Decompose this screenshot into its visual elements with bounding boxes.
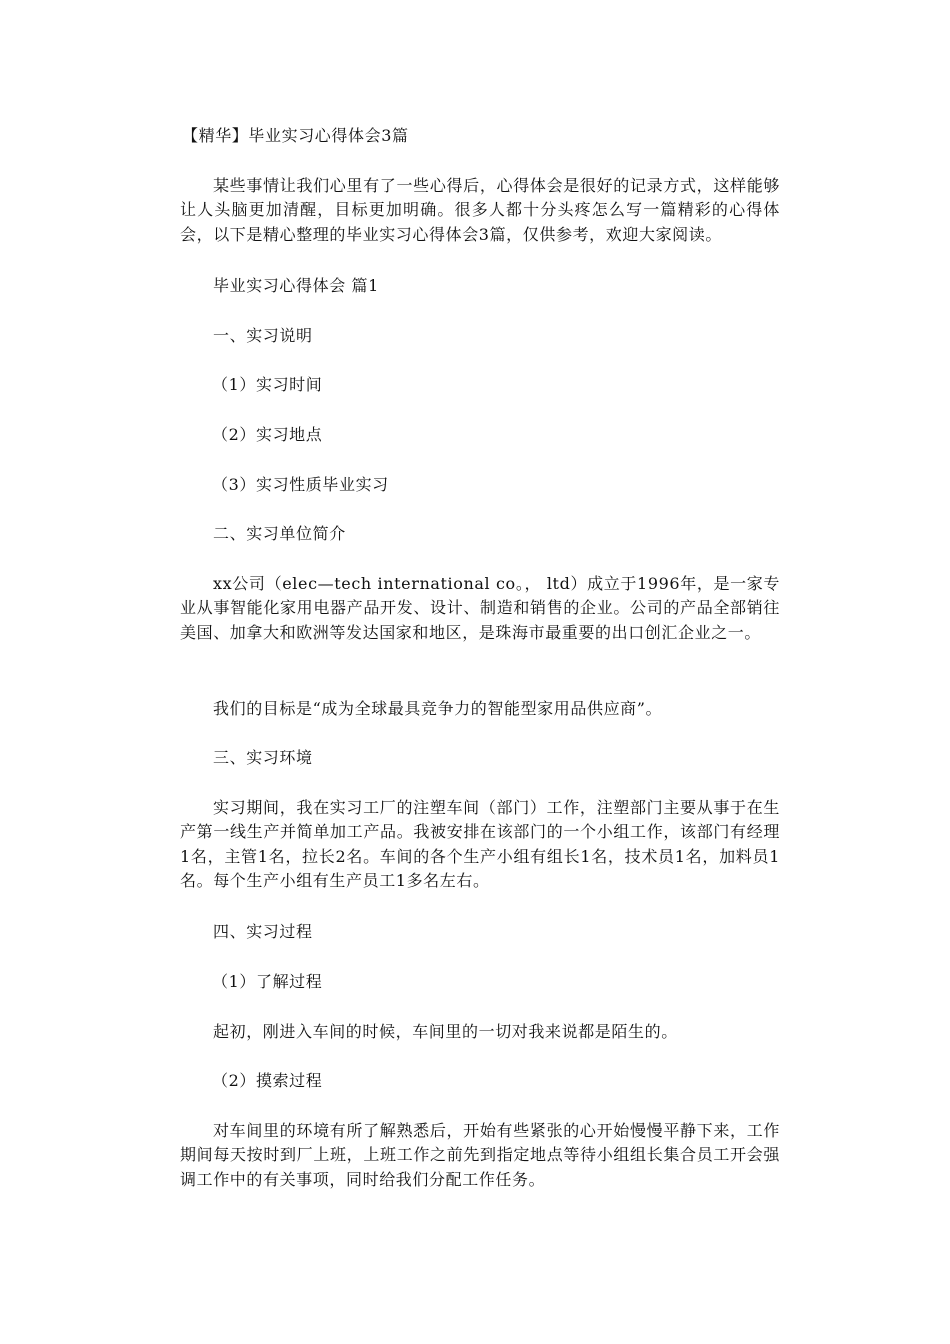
company-goal-paragraph: 我们的目标是“成为全球最具竞争力的智能型家用品供应商”。 (213, 699, 663, 718)
section1-item-time: （1）实习时间 (212, 375, 323, 394)
part-heading: 毕业实习心得体会 篇1 (213, 276, 379, 295)
company-intro-paragraph: xx公司（elec—tech international co。， ltd）成立于1996年，是一家专业从事智能化家用电器产品开发、设计、制造和销售的企业。公司的产品全部销往美国、加拿大和欧洲等发达国家和地区，是珠海市最重要的出口创汇企业之一。 (180, 574, 780, 642)
process-sub1-text: 起初，刚进入车间的时候，车间里的一切对我来说都是陌生的。 (213, 1022, 678, 1041)
process-sub1-heading: （1）了解过程 (212, 972, 323, 991)
section4-heading: 四、实习过程 (213, 922, 313, 941)
document-title: 【精华】毕业实习心得体会3篇 (182, 126, 409, 145)
section2-heading: 二、实习单位简介 (213, 524, 346, 543)
process-sub2-heading: （2）摸索过程 (212, 1071, 323, 1090)
section3-heading: 三、实习环境 (213, 748, 313, 767)
section1-heading: 一、实习说明 (213, 326, 313, 345)
environment-paragraph: 实习期间，我在实习工厂的注塑车间（部门）工作，注塑部门主要从事于在生产第一线生产并简单加工产品。我被安排在该部门的一个小组工作，该部门有经理1名，主管1名，拉长2名。车间的各个生产小组有组长1名，技术员1名，加料员1名。每个生产小组有生产员工1多名左右。 (180, 798, 780, 890)
intro-paragraph: 某些事情让我们心里有了一些心得后，心得体会是很好的记录方式，这样能够让人头脑更加清醒，目标更加明确。很多人都十分头疼怎么写一篇精彩的心得体会，以下是精心整理的毕业实习心得体会3篇，仅供参考，欢迎大家阅读。 (180, 176, 780, 244)
process-sub2-paragraph: 对车间里的环境有所了解熟悉后，开始有些紧张的心开始慢慢平静下来，工作期间每天按时到厂上班，上班工作之前先到指定地点等待小组组长集合员工开会强调工作中的有关事项，同时给我们分配工作任务。 (180, 1121, 780, 1189)
section1-item-place: （2）实习地点 (212, 425, 323, 444)
section1-item-nature: （3）实习性质毕业实习 (212, 475, 389, 494)
